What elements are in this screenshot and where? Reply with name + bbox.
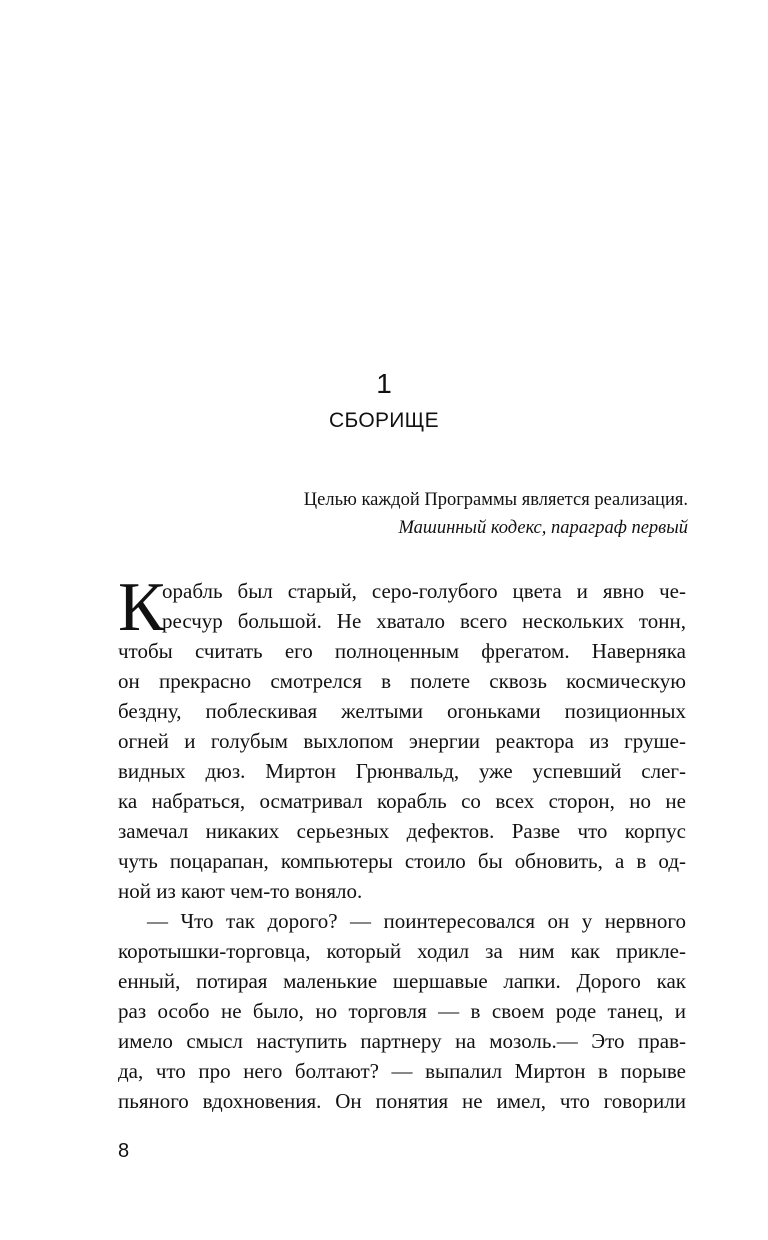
text-line: ресчур большой. Не хватало всего нескольких тонн, — [162, 609, 686, 633]
text-line: — Что так дорого? — поинтересовался он у нервного — [147, 909, 686, 933]
text-line: коротышки-торговца, который ходил за ним как прикле- — [118, 939, 686, 963]
text-line: замечал никаких серьезных дефектов. Разве что корпус — [118, 819, 686, 843]
text-line: он прекрасно смотрелся в полете сквозь космическую — [118, 669, 686, 693]
text-line: енный, потирая маленькие шершавые лапки. Дорого как — [118, 969, 686, 993]
text-line: ной из кают чем-то воняло. — [118, 879, 363, 903]
chapter-title: СБОРИЩЕ — [329, 409, 439, 432]
epigraph-quote: Целью каждой Программы является реализация. — [303, 490, 688, 510]
text-line: раз особо не было, но торговля — в своем роде танец, и — [118, 999, 686, 1023]
epigraph-source: Машинный кодекс, параграф первый — [398, 518, 688, 538]
text-line: ка набраться, осматривал корабль со всех сторон, но не — [118, 789, 686, 813]
drop-cap: К — [118, 569, 165, 646]
text-line: бездну, поблескивая желтыми огоньками позиционных — [118, 699, 686, 723]
text-line: огней и голубым выхлопом энергии реактора из груше- — [118, 729, 686, 753]
body-text — [118, 569, 686, 1116]
chapter-number: 1 — [376, 368, 392, 399]
page-number: 8 — [118, 1140, 130, 1162]
text-line: чтобы считать его полноценным фрегатом. Наверняка — [118, 639, 686, 663]
epigraph — [304, 486, 688, 542]
text-line: орабль был старый, серо-голубого цвета и явно че- — [162, 579, 686, 603]
text-line: чуть поцарапан, компьютеры стоило бы обновить, а в од- — [118, 849, 686, 873]
text-line: пьяного вдохновения. Он понятия не имел, что говорили — [118, 1089, 686, 1113]
text-line: да, что про него болтают? — выпалил Миртон в порыве — [118, 1059, 686, 1083]
text-line: имело смысл наступить партнеру на мозоль.— Это прав- — [118, 1029, 686, 1053]
text-line: видных дюз. Миртон Грюнвальд, уже успевший слег- — [118, 759, 686, 783]
